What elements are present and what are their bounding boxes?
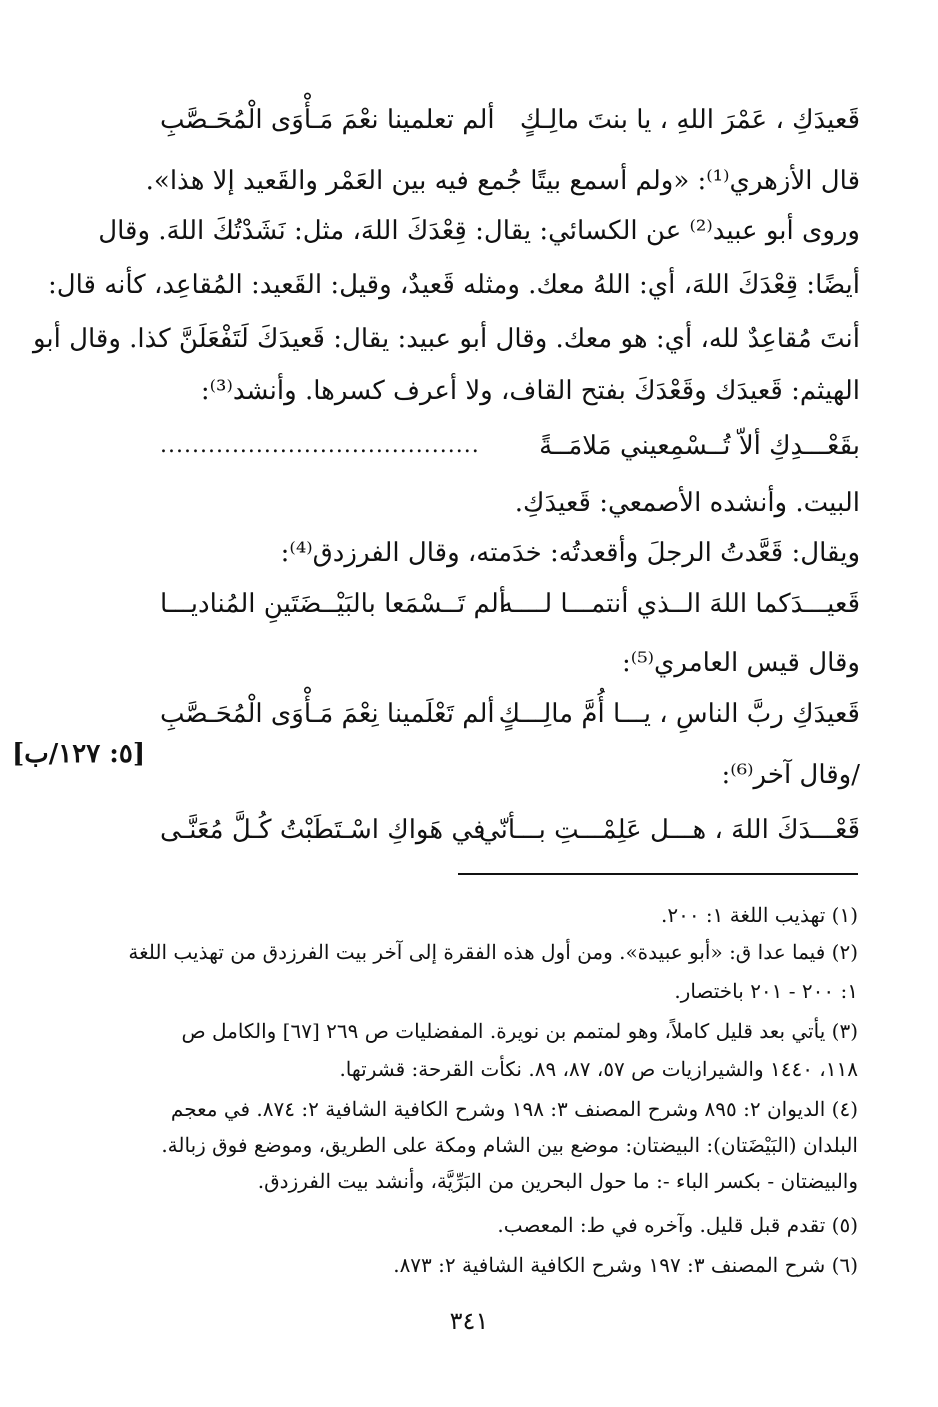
footnote-2-continued: ١: ٢٠٠ - ٢٠١ باختصار.	[674, 979, 858, 1003]
page-number: ٣٤١	[449, 1307, 489, 1335]
verse-1-first-hemistich: قَعيدَكِ ، عَمْرَ اللهِ ، يا بنتَ مالِـكٍ	[519, 105, 860, 135]
verse-2-ellipsis: ........................................	[160, 433, 480, 458]
verse-5-second-hemistich: في هَواكِ اسْـتَطَبْتُ كُـلَّ مُعَنَّـى	[160, 815, 486, 845]
verse-3-second-hemistich: ألم تَــسْمَعا بالبَيْــضَتَينِ المُناديـــا	[160, 589, 506, 619]
verse-3	[160, 582, 860, 626]
paragraph-line: أنتَ مُقاعِدٌ لله، أي: هو معك. وقال أبو عبيد: يقال: قَعيدَكَ لَتَفْعَلَنَّ كذا. وقال أبو	[32, 324, 860, 354]
footnote-2: (٢) فيما عدا ق: «أبو عبيدة». ومن أول هذه الفقرة إلى آخر بيت الفرزدق من تهذيب اللغة	[128, 940, 858, 964]
verse-4	[160, 692, 860, 736]
verse-3-first-hemistich: قَعيـــدَكما اللهَ الــذي أنتمـــا لــــه	[499, 589, 860, 619]
paragraph-line: وروى أبو عبيد⁽²⁾ عن الكسائي: يقال: قِعْدَكَ اللهَ، مثل: نَشَدْتُكَ اللهَ. وقال	[98, 216, 860, 246]
paragraph-azhari: قال الأزهري⁽¹⁾: «ولم أسمع بيتًا جُمع فيه بين العَمْر والقَعيد إلا هذا».	[145, 166, 860, 196]
paragraph-line: الهيثم: قَعيدَك وقَعْدَكَ بفتح القاف، ولا أعرف كسرها. وأنشد⁽³⁾:	[200, 376, 860, 406]
verse-5-first-hemistich: قَعْـــدَكَ اللهَ ، هـــل عَلِمْـــتِ بـــأنّي	[478, 815, 860, 845]
footnote-3-continued: ١١٨، ١٤٤٠ والشيرازيات ص ٥٧، ٨٧، ٨٩. نكأت القرحة: قشرتها.	[339, 1057, 858, 1081]
paragraph-qays: وقال قيس العامري⁽⁵⁾:	[622, 648, 860, 678]
paragraph-akhar: /وقال آخر⁽⁶⁾:	[721, 760, 860, 790]
verse-5	[160, 808, 860, 852]
footnote-4: (٤) الديوان ٢: ٨٩٥ وشرح المصنف ٣: ١٩٨ وشرح الكافية الشافية ٢: ٨٧٤. في معجم	[170, 1097, 858, 1121]
verse-4-first-hemistich: قَعيدَكِ ربَّ الناسِ ، يـــا أُمَّ مالِـــكٍ	[498, 699, 860, 729]
footnote-5: (٥) تقدم قبل قليل. وآخره في ط: المعصب.	[497, 1213, 858, 1237]
verse-4-second-hemistich: ألم تَعْلَمينا نِعْمَ مَـأْوَى الْمُحَـصَّبِ	[160, 699, 495, 729]
verse-2-first-hemistich: بقَعْـــدِكِ ألاّ تُــسْمِعيني مَلامَــةً	[539, 431, 860, 461]
verse-1-second-hemistich: ألم تعلمينا نعْمَ مَـأْوَى الْمُحَـصَّبِ	[160, 105, 495, 135]
manuscript-folio-reference: [٥: ١٢٧/ب]	[12, 739, 146, 769]
footnote-4-continued: والبيضتان - بكسر الباء -: ما حول البحرين من البَرِّيَّة، وأنشد بيت الفرزدق.	[257, 1169, 858, 1193]
footnote-1: (١) تهذيب اللغة ١: ٢٠٠.	[660, 903, 858, 927]
footnote-separator	[458, 873, 858, 875]
footnote-3: (٣) يأتي بعد قليل كاملاً، وهو لمتمم بن نويرة. المفضليات ص ٢٦٩ [٦٧] والكامل ص	[181, 1019, 858, 1043]
footnote-6: (٦) شرح المصنف ٣: ١٩٧ وشرح الكافية الشافية ٢: ٨٧٣.	[393, 1253, 858, 1277]
verse-1	[160, 98, 860, 142]
paragraph-farazdaq: ويقال: قَعَّدتُ الرجلَ وأقعدتُه: خدَمته، وقال الفرزدق⁽⁴⁾:	[280, 538, 860, 568]
paragraph-line: أيضًا: قِعْدَكَ اللهَ، أي: اللهُ معك. ومثله قَعيدٌ، وقيل: القَعيد: المُقاعِد، كأنه قال:	[47, 270, 860, 300]
paragraph-asmai: البيت. وأنشده الأصمعي: قَعيدَكِ.	[514, 488, 860, 518]
footnote-4-continued: البلدان (البَيْضَتان): البيضتان: موضع بين الشام ومكة على الطريق، وموضع فوق زبالة.	[161, 1133, 858, 1157]
verse-2	[160, 424, 860, 468]
